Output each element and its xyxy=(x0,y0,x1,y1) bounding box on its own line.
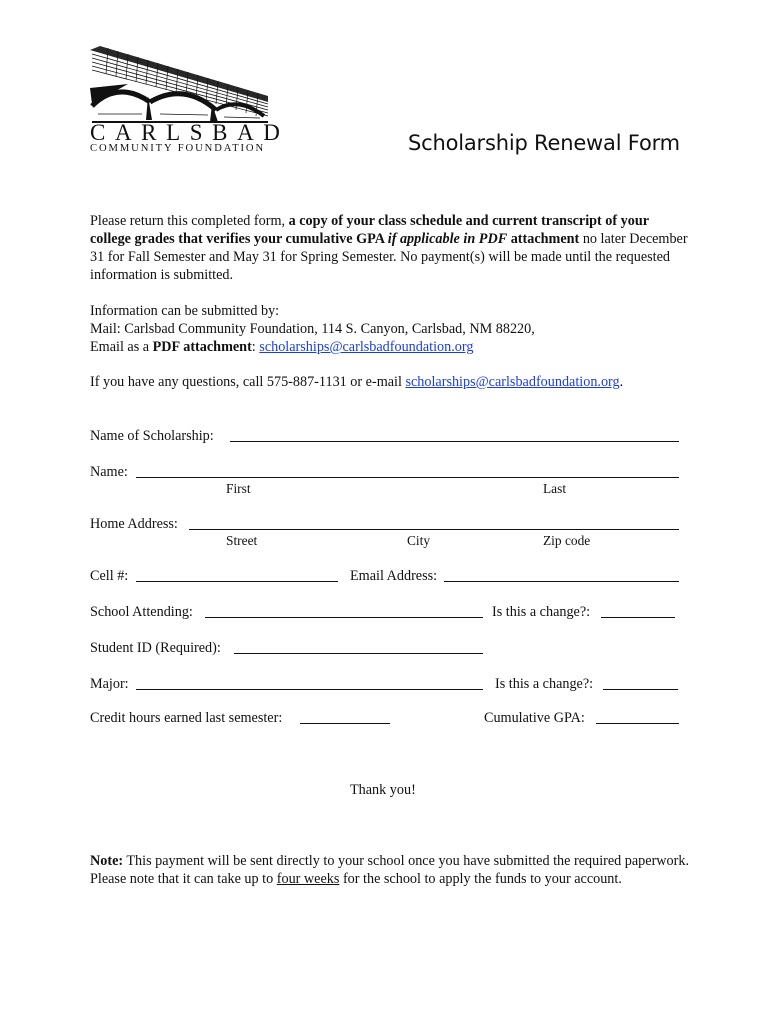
thank-you: Thank you! xyxy=(350,782,416,798)
page-title: Scholarship Renewal Form xyxy=(408,131,680,155)
name-field[interactable] xyxy=(136,477,679,478)
submission-info xyxy=(90,302,690,356)
school-change-label: Is this a change?: xyxy=(492,604,591,620)
major-label: Major: xyxy=(90,676,129,692)
address-street-caption: Street xyxy=(226,533,258,548)
scholarship-label: Name of Scholarship: xyxy=(90,428,214,444)
logo-subtitle: COMMUNITY FOUNDATION xyxy=(90,143,266,154)
major-change-label: Is this a change?: xyxy=(495,676,594,692)
school-field[interactable] xyxy=(205,617,483,618)
address-zip-caption: Zip code xyxy=(543,533,591,548)
name-first-caption: First xyxy=(226,481,251,496)
home-address-field[interactable] xyxy=(189,529,679,530)
home-address-label: Home Address: xyxy=(90,516,178,532)
questions-email-link[interactable]: scholarships@carlsbadfoundation.org xyxy=(405,374,620,390)
address-city-caption: City xyxy=(407,533,431,548)
gpa-label: Cumulative GPA: xyxy=(484,710,585,726)
name-label: Name: xyxy=(90,464,128,480)
school-label: School Attending: xyxy=(90,604,193,620)
cell-field[interactable] xyxy=(136,581,338,582)
school-change-field[interactable] xyxy=(601,617,675,618)
submission-heading: Information can be submitted by: xyxy=(90,303,280,319)
major-field[interactable] xyxy=(136,689,483,690)
questions-line: If you have any questions, call 575-887-1131 or e-mail scholarships@carlsbadfoundation.org. xyxy=(90,374,624,390)
name-last-caption: Last xyxy=(543,481,567,496)
student-id-label: Student ID (Required): xyxy=(90,640,221,656)
email-address-label: Email Address: xyxy=(350,568,438,584)
email-address-field[interactable] xyxy=(444,581,679,582)
email-line: Email as a PDF attachment: scholarships@carlsbadfoundation.org xyxy=(90,339,474,355)
intro-paragraph: Please return this completed form, a copy of your class schedule and current transcript of your college grades that verifies your cumulative GPA if applicable in PDF attachment no later December 31 for Fall Semester and May 31 for Spring Semester. No payment(s) will be made until the requested information is submitted. xyxy=(90,213,688,283)
student-id-field[interactable] xyxy=(234,653,483,654)
scholarship-field[interactable] xyxy=(230,441,679,442)
email-link[interactable]: scholarships@carlsbadfoundation.org xyxy=(259,339,474,355)
logo-wordmark: CARLSBAD xyxy=(90,120,290,145)
credit-hours-field[interactable] xyxy=(300,723,390,724)
cell-label: Cell #: xyxy=(90,568,129,584)
note-paragraph: Note: This payment will be sent directly to your school once you have submitted the required paperwork. Please note that it can take up to four weeks for the school to apply the funds to your account. xyxy=(90,853,690,887)
major-change-field[interactable] xyxy=(603,689,678,690)
credit-hours-label: Credit hours earned last semester: xyxy=(90,710,283,726)
mail-address: Mail: Carlsbad Community Foundation, 114 S. Canyon, Carlsbad, NM 88220, xyxy=(90,321,535,337)
gpa-field[interactable] xyxy=(596,723,679,724)
